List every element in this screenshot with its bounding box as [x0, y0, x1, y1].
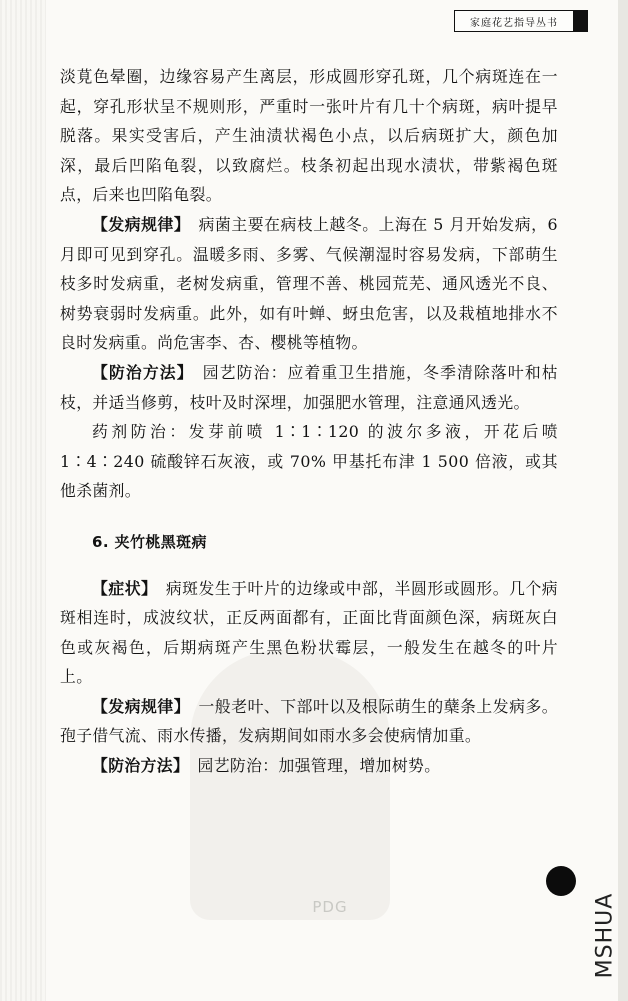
series-title: 家庭花艺指导丛书: [470, 17, 558, 29]
paragraph-text: 病斑发生于叶片的边缘或中部，半圆形或圆形。几个病斑相连时，成波纹状，正反两面都有，正面比背面颜色深，病斑灰白色或灰褐色，后期病斑产生黑色粉状霉层，一般发生在越冬的叶片上。: [60, 578, 558, 687]
paragraph-text: 药剂防治：发芽前喷 1∶1∶120 的波尔多液，开花后喷 1∶4∶240 硫酸锌石灰液，或 70% 甲基托布津 1 500 倍液，或其他杀菌剂。: [60, 422, 558, 501]
header-black-tab: [574, 10, 588, 32]
paragraph-disease-pattern: [60, 210, 558, 358]
paragraph-symptom-continued: [60, 62, 558, 210]
series-header: [454, 10, 574, 32]
section-title: 6. 夹竹桃黑斑病: [92, 532, 207, 551]
paragraph-text: 病菌主要在病枝上越冬。上海在 5 月开始发病，6 月即可见到穿孔。温暖多雨、多雾、气候潮湿时容易发病，下部萌生枝多时发病重，老树发病重，管理不善、桃园荒芜、通风透光不良、树势衰弱时发病重。此外，如有叶蝉、蚜虫危害，以及栽植地排水不良时发病重。尚危害李、杏、樱桃等植物。: [60, 214, 558, 353]
paragraph-text: 园艺防治：加强管理，增加树势。: [181, 756, 441, 776]
paragraph-control-method: [60, 751, 558, 781]
heading-tag: 【发病规律】: [92, 696, 183, 716]
watermark-text: PDG: [312, 898, 348, 916]
heading-tag: 【防治方法】: [92, 362, 186, 382]
paragraph-text: 淡莧色晕圈，边缘容易产生离层，形成圆形穿孔斑，几个病斑连在一起，穿孔形状呈不规则形，严重时一张叶片有几十个病斑，病叶提早脱落。果实受害后，产生油渍状褐色小点，以后病斑扩大，颜色加深，最后凹陷龟裂，以致腐烂。枝条初起出现水渍状，带紫褐色斑点，后来也凹陷龟裂。: [60, 67, 558, 205]
side-mark: [590, 880, 620, 990]
heading-tag: 【防治方法】: [92, 756, 182, 776]
heading-tag: 【症状】: [92, 578, 150, 598]
page-edge-right: [618, 0, 628, 1001]
side-mark-text: MSHUA: [592, 892, 618, 978]
paragraph-disease-pattern: [60, 692, 558, 751]
page-body: [60, 62, 558, 781]
paragraph-control-method: [60, 358, 558, 417]
paragraph-text: 园艺防治：应着重卫生措施，冬季清除落叶和枯枝，并适当修剪，枝叶及时深埋，加强肥水管理，注意通风透光。: [60, 362, 558, 412]
page-edge-shadow: [0, 0, 46, 1001]
paragraph-symptom: [60, 574, 558, 692]
paragraph-chemical-control: [60, 417, 558, 506]
ink-blot: [546, 866, 576, 896]
paragraph-text: 一般老叶、下部叶以及根际萌生的蘖条上发病多。孢子借气流、雨水传播，发病期间如雨水多会使病情加重。: [60, 696, 558, 746]
heading-tag: 【发病规律】: [92, 214, 183, 234]
